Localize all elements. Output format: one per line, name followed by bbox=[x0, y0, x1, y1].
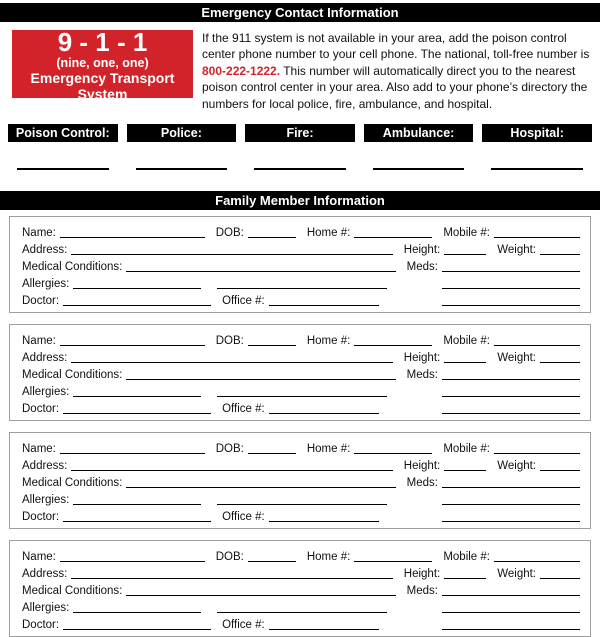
poison-control-info-text bbox=[202, 30, 595, 112]
member-row-name bbox=[22, 222, 580, 239]
medical-conditions-label: Medical Conditions: bbox=[22, 261, 123, 274]
contact-col-fire bbox=[245, 124, 355, 142]
meds-extra-blank-line-2 bbox=[442, 619, 580, 630]
home-phone-label: Home #: bbox=[306, 443, 351, 456]
medical-conditions-label: Medical Conditions: bbox=[22, 477, 123, 490]
member-row-address bbox=[22, 239, 580, 256]
office-phone-blank-line bbox=[269, 511, 379, 522]
emergency-info-section bbox=[0, 26, 600, 112]
address-blank-line bbox=[71, 568, 392, 579]
family-member-blocks bbox=[0, 216, 600, 637]
contact-col-poison-control bbox=[8, 124, 118, 142]
emergency-contacts-lines-row bbox=[0, 168, 600, 170]
doctor-blank-line bbox=[63, 403, 211, 414]
height-blank-line bbox=[444, 244, 486, 255]
meds-extra-blank-line-1 bbox=[442, 386, 580, 397]
member-row-allergies bbox=[22, 381, 580, 398]
member-row-doctor bbox=[22, 290, 580, 307]
member-row-medical bbox=[22, 472, 580, 489]
meds-extra-blank-line-1 bbox=[442, 602, 580, 613]
name-blank-line bbox=[60, 335, 205, 346]
home-phone-label: Home #: bbox=[306, 227, 351, 240]
dob-label: DOB: bbox=[215, 443, 244, 456]
allergies-label: Allergies: bbox=[22, 602, 70, 615]
home-phone-blank-line bbox=[354, 551, 432, 562]
weight-blank-line bbox=[540, 244, 580, 255]
name-blank-line bbox=[60, 227, 205, 238]
info-text-before: If the 911 system is not available in your area, add the poison control center phone number to your cell phone. The national, toll-free number is bbox=[202, 31, 590, 62]
fire-blank-line bbox=[254, 168, 346, 170]
911-subtitle: Emergency Transport System bbox=[30, 69, 175, 102]
member-row-address bbox=[22, 455, 580, 472]
doctor-blank-line bbox=[63, 295, 211, 306]
allergies-label: Allergies: bbox=[22, 494, 70, 507]
meds-extra-blank-line-2 bbox=[442, 403, 580, 414]
doctor-blank-line bbox=[63, 619, 211, 630]
contact-col-ambulance bbox=[364, 124, 474, 142]
meds-blank-line bbox=[442, 261, 580, 272]
member-row-address bbox=[22, 347, 580, 364]
contact-label-poison-control: Poison Control: bbox=[8, 124, 118, 142]
member-row-medical bbox=[22, 580, 580, 597]
height-blank-line bbox=[444, 568, 486, 579]
member-row-doctor bbox=[22, 506, 580, 523]
allergies-blank-line bbox=[73, 602, 201, 613]
medical-conditions-label: Medical Conditions: bbox=[22, 585, 123, 598]
emergency-contacts-labels-row bbox=[0, 124, 600, 142]
member-row-medical bbox=[22, 364, 580, 381]
doctor-blank-line bbox=[63, 511, 211, 522]
name-label: Name: bbox=[22, 443, 56, 456]
contact-col-police bbox=[127, 124, 237, 142]
meds-label: Meds: bbox=[406, 369, 438, 382]
office-phone-blank-line bbox=[269, 295, 379, 306]
mobile-phone-label: Mobile #: bbox=[443, 551, 490, 564]
mobile-phone-label: Mobile #: bbox=[443, 335, 490, 348]
home-phone-label: Home #: bbox=[306, 551, 351, 564]
name-blank-line bbox=[60, 551, 205, 562]
allergies-extra-blank-line bbox=[217, 278, 387, 289]
height-label: Height: bbox=[403, 460, 441, 473]
home-phone-blank-line bbox=[354, 335, 432, 346]
contact-label-ambulance: Ambulance: bbox=[364, 124, 474, 142]
address-blank-line bbox=[71, 460, 392, 471]
meds-label: Meds: bbox=[406, 477, 438, 490]
address-label: Address: bbox=[22, 352, 68, 365]
office-phone-label: Office #: bbox=[222, 403, 265, 416]
address-blank-line bbox=[71, 244, 392, 255]
medical-conditions-label: Medical Conditions: bbox=[22, 369, 123, 382]
dob-blank-line bbox=[248, 551, 296, 562]
hospital-blank-line bbox=[491, 168, 583, 170]
dob-blank-line bbox=[248, 227, 296, 238]
weight-blank-line bbox=[540, 460, 580, 471]
name-label: Name: bbox=[22, 227, 56, 240]
allergies-extra-blank-line bbox=[217, 602, 387, 613]
ambulance-blank-line bbox=[373, 168, 465, 170]
doctor-label: Doctor: bbox=[22, 295, 60, 308]
family-member-block bbox=[9, 324, 591, 421]
meds-extra-blank-line-2 bbox=[442, 511, 580, 522]
medical-conditions-blank-line bbox=[126, 585, 395, 596]
medical-conditions-blank-line bbox=[126, 369, 395, 380]
poison-control-phone-number: 800-222-1222. bbox=[202, 63, 281, 78]
mobile-phone-blank-line bbox=[494, 551, 580, 562]
allergies-extra-blank-line bbox=[217, 494, 387, 505]
member-row-name bbox=[22, 546, 580, 563]
contact-label-hospital: Hospital: bbox=[482, 124, 592, 142]
office-phone-label: Office #: bbox=[222, 511, 265, 524]
home-phone-blank-line bbox=[354, 227, 432, 238]
member-row-name bbox=[22, 330, 580, 347]
office-phone-label: Office #: bbox=[222, 295, 265, 308]
meds-extra-blank-line-1 bbox=[442, 494, 580, 505]
911-badge bbox=[12, 26, 193, 102]
address-blank-line bbox=[71, 352, 392, 363]
name-label: Name: bbox=[22, 551, 56, 564]
dob-label: DOB: bbox=[215, 335, 244, 348]
contact-col-hospital bbox=[482, 124, 592, 142]
medical-conditions-blank-line bbox=[126, 261, 395, 272]
weight-label: Weight: bbox=[497, 460, 536, 473]
office-phone-label: Office #: bbox=[222, 619, 265, 632]
member-row-address bbox=[22, 563, 580, 580]
weight-blank-line bbox=[540, 352, 580, 363]
family-member-block bbox=[9, 216, 591, 313]
911-number: 9 - 1 - 1 bbox=[57, 26, 148, 57]
police-blank-line bbox=[136, 168, 228, 170]
office-phone-blank-line bbox=[269, 403, 379, 414]
mobile-phone-blank-line bbox=[494, 335, 580, 346]
member-row-allergies bbox=[22, 273, 580, 290]
allergies-blank-line bbox=[73, 278, 201, 289]
family-member-block bbox=[9, 540, 591, 637]
allergies-label: Allergies: bbox=[22, 386, 70, 399]
mobile-phone-blank-line bbox=[494, 443, 580, 454]
home-phone-label: Home #: bbox=[306, 335, 351, 348]
911-words: (nine, one, one) bbox=[56, 55, 149, 70]
height-blank-line bbox=[444, 352, 486, 363]
allergies-blank-line bbox=[73, 494, 201, 505]
mobile-phone-label: Mobile #: bbox=[443, 227, 490, 240]
member-row-doctor bbox=[22, 398, 580, 415]
page-title: Emergency Contact Information bbox=[201, 5, 399, 20]
doctor-label: Doctor: bbox=[22, 619, 60, 632]
home-phone-blank-line bbox=[354, 443, 432, 454]
allergies-blank-line bbox=[73, 386, 201, 397]
address-label: Address: bbox=[22, 568, 68, 581]
poison-control-blank-line bbox=[17, 168, 109, 170]
weight-label: Weight: bbox=[497, 244, 536, 257]
dob-blank-line bbox=[248, 443, 296, 454]
contact-label-police: Police: bbox=[127, 124, 237, 142]
allergies-label: Allergies: bbox=[22, 278, 70, 291]
section-header-family bbox=[0, 191, 600, 210]
family-member-block bbox=[9, 432, 591, 529]
allergies-extra-blank-line bbox=[217, 386, 387, 397]
section-header-emergency bbox=[0, 3, 600, 22]
weight-label: Weight: bbox=[497, 568, 536, 581]
height-label: Height: bbox=[403, 352, 441, 365]
info-text-after: This number will automatically direct you to the nearest poison control center in your area. Also add to your phone’s directory the numbers for local police, fire, ambulance, and hospital. bbox=[202, 63, 588, 111]
dob-label: DOB: bbox=[215, 227, 244, 240]
height-blank-line bbox=[444, 460, 486, 471]
meds-blank-line bbox=[442, 585, 580, 596]
family-section-title: Family Member Information bbox=[215, 193, 385, 209]
member-row-medical bbox=[22, 256, 580, 273]
member-row-name bbox=[22, 438, 580, 455]
mobile-phone-blank-line bbox=[494, 227, 580, 238]
mobile-phone-label: Mobile #: bbox=[443, 443, 490, 456]
member-row-allergies bbox=[22, 489, 580, 506]
office-phone-blank-line bbox=[269, 619, 379, 630]
meds-blank-line bbox=[442, 477, 580, 488]
weight-blank-line bbox=[540, 568, 580, 579]
height-label: Height: bbox=[403, 244, 441, 257]
name-label: Name: bbox=[22, 335, 56, 348]
name-blank-line bbox=[60, 443, 205, 454]
dob-blank-line bbox=[248, 335, 296, 346]
address-label: Address: bbox=[22, 460, 68, 473]
meds-blank-line bbox=[442, 369, 580, 380]
height-label: Height: bbox=[403, 568, 441, 581]
member-row-allergies bbox=[22, 597, 580, 614]
meds-label: Meds: bbox=[406, 261, 438, 274]
meds-extra-blank-line-1 bbox=[442, 278, 580, 289]
doctor-label: Doctor: bbox=[22, 403, 60, 416]
address-label: Address: bbox=[22, 244, 68, 257]
member-row-doctor bbox=[22, 614, 580, 631]
contact-label-fire: Fire: bbox=[245, 124, 355, 142]
medical-conditions-blank-line bbox=[126, 477, 395, 488]
weight-label: Weight: bbox=[497, 352, 536, 365]
meds-label: Meds: bbox=[406, 585, 438, 598]
doctor-label: Doctor: bbox=[22, 511, 60, 524]
dob-label: DOB: bbox=[215, 551, 244, 564]
meds-extra-blank-line-2 bbox=[442, 295, 580, 306]
